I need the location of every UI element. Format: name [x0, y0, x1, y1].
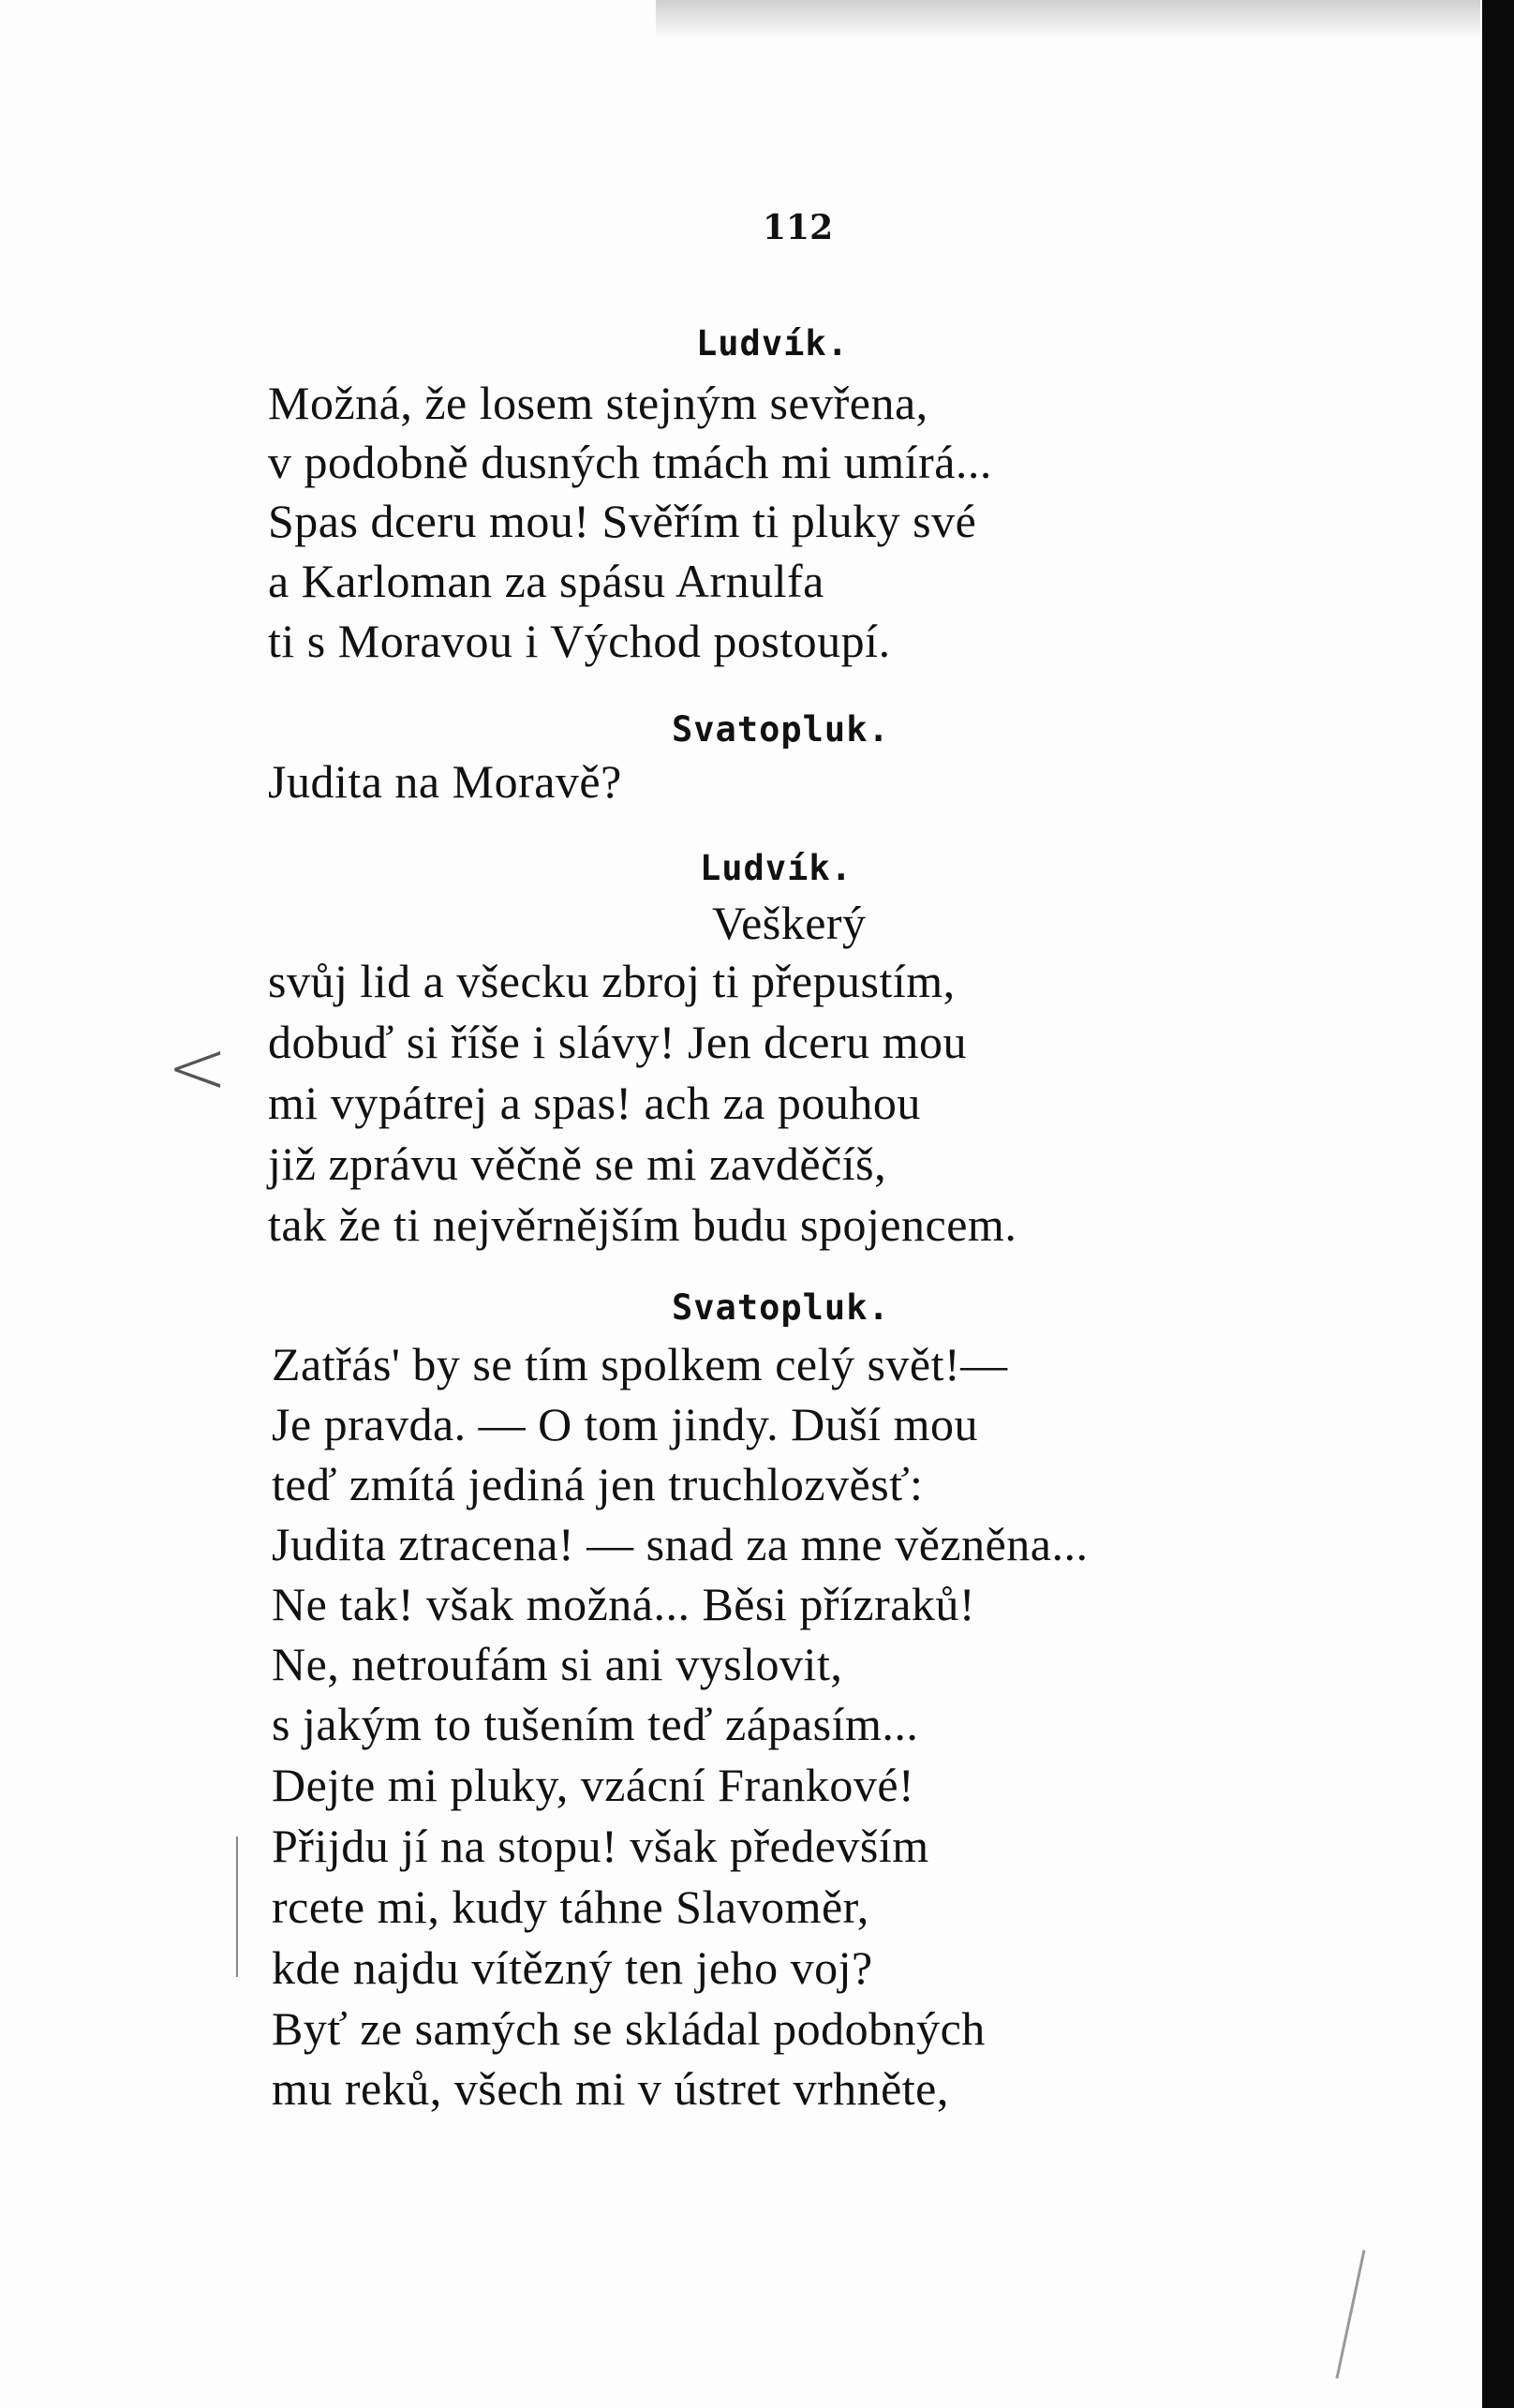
verse-line: dobuď si říše i slávy! Jen dceru mou	[268, 1016, 968, 1068]
verse-line: Judita ztracena! — snad za mne vězněna...	[272, 1518, 1089, 1570]
verse-line: rcete mi, kudy táhne Slavoměr,	[272, 1880, 869, 1933]
page-number: 112	[763, 208, 834, 247]
margin-pencil-mark: <	[167, 1026, 229, 1110]
verse-line: Byť ze samých se skládal podobných	[272, 2002, 986, 2055]
verse-line: Přijdu jí na stopu! však především	[272, 1820, 929, 1872]
margin-pencil-line	[236, 1836, 238, 1977]
verse-line: ti s Moravou i Východ postoupí.	[268, 615, 891, 667]
verse-line: Spas dceru mou! Svěřím ti pluky své	[268, 495, 977, 547]
verse-line: Možná, že losem stejným sevřena,	[268, 377, 928, 429]
verse-line: kde najdu vítězný ten jeho voj?	[272, 1941, 873, 1994]
corner-pencil-mark	[1335, 2250, 1365, 2379]
verse-line: tak že ti nejvěrnějším budu spojencem.	[268, 1198, 1017, 1251]
verse-line: Dejte mi pluky, vzácní Frankové!	[272, 1759, 915, 1811]
verse-line: Veškerý	[712, 897, 867, 949]
verse-line: v podobně dusných tmách mi umírá...	[268, 436, 992, 488]
speaker-svatopluk: Svatopluk.	[672, 1287, 890, 1328]
verse-line: a Karloman za spásu Arnulfa	[268, 555, 824, 607]
verse-line: Je pravda. — O tom jindy. Duší mou	[272, 1398, 978, 1450]
verse-line: svůj lid a všecku zbroj ti přepustím,	[268, 955, 956, 1007]
verse-line: teď zmítá jediná jen truchlozvěsť:	[272, 1458, 924, 1510]
verse-line: mi vypátrej a spas! ach za pouhou	[268, 1077, 921, 1129]
verse-line: Ne, netroufám si ani vyslovit,	[272, 1638, 843, 1690]
verse-line: mu reků, všech mi v ústret vrhněte,	[272, 2062, 949, 2115]
speaker-svatopluk: Svatopluk.	[672, 709, 890, 750]
verse-line: již zprávu věčně se mi zavděčíš,	[268, 1137, 887, 1190]
scan-border	[1482, 0, 1514, 2408]
verse-line: Judita na Moravě?	[268, 755, 622, 808]
verse-line: s jakým to tušením teď zápasím...	[272, 1698, 919, 1750]
scan-edge-shadow	[656, 0, 1480, 37]
speaker-ludvik: Ludvík.	[700, 848, 853, 888]
verse-line: Ne tak! však možná... Běsi přízraků!	[272, 1578, 976, 1630]
speaker-ludvik: Ludvík.	[696, 323, 849, 364]
verse-line: Zatřás' by se tím spolkem celý svět!—	[272, 1338, 1008, 1390]
